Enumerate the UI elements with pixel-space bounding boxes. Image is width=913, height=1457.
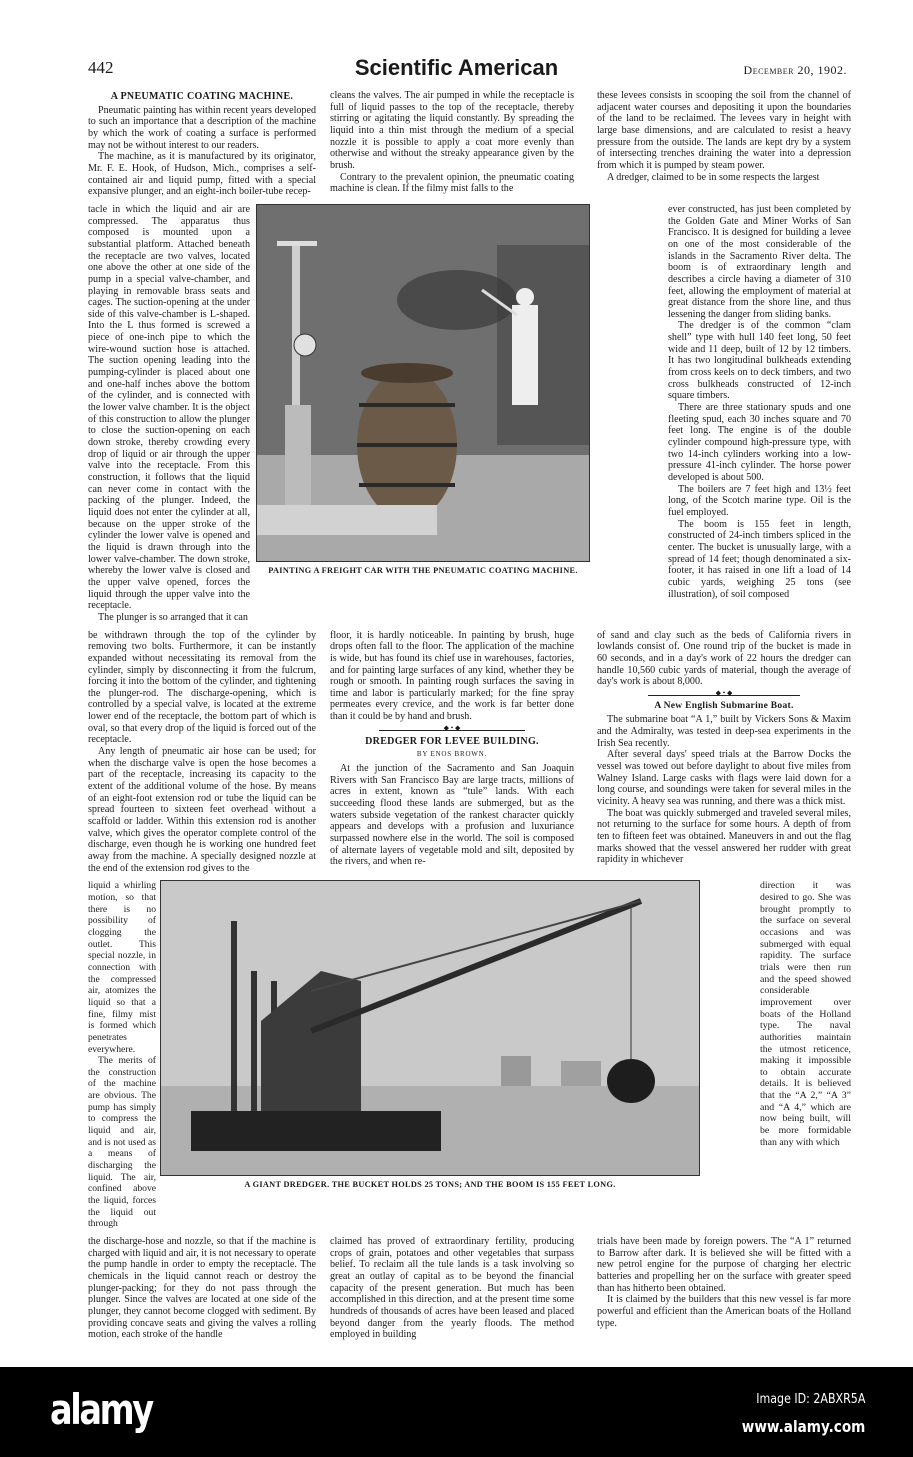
row-illustration-2 xyxy=(88,880,851,1230)
painting-freight-car-illustration xyxy=(256,204,590,562)
watermark-footer xyxy=(0,1367,913,1457)
row-bottom xyxy=(88,1236,851,1341)
article-title: DREDGER FOR LEVEE BUILDING. xyxy=(365,735,539,747)
paragraph: trials have been made by foreign powers. The “A 1” returned to Barrow after dark. It is believed she will be fitted with a new petrol engine for the purpose of charging her electric batteries and propelling her on the surface with greater speed than has hitherto been obtained. xyxy=(597,1236,851,1294)
paragraph: cleans the valves. The air pumped in while the receptacle is full of liquid passes to the top of the receptacle, thereby stirring or agitating the liquid constantly. By spreading the liquid into a thin mist through the medium of a special nozzle it is possible to apply a coat more evenly than otherwise and without the streaky appearance given by the brush. xyxy=(330,90,574,171)
paragraph: A dredger, claimed to be in some respects the largest xyxy=(607,171,820,183)
paragraph: tacle in which the liquid and air are compressed. The apparatus thus composed is mounted upon a substantial platform. Attached beneath the receptacle are two valves, located one above the other at one side of the pump in a special valve-chamber, and playing in removable brass seats and cages. The suction-opening at the under side of this valve-chamber is L-shaped. Into the L thus formed is screwed a piece of one-inch pipe to which the wire-wound suction hose is attached. The suction opening leading into the pumping-cylinder is placed about one and one-half inches above the bottom of the cylinder, and is connected with the lower valve chamber. It is the object of this construction to allow the plunger to close the suction-opening on each down stroke, thereby crowding every drop of liquid or air through the upper valve into the receptacle. From this construction, it follows that the liquid can never come in contact with the packing of the plunger. Indeed, the liquid does not enter the cylinder at all, because on the upper stroke of the cylinder the lower valve is opened and the liquid is drawn through into the lower valve-chamber. The down stroke, whereby the lower valve is closed and the upper valve opened, forces the liquid through the upper valve into the receptacle. xyxy=(88,203,250,612)
coating-article-intro xyxy=(88,90,316,198)
coating-article-narrow xyxy=(88,204,250,624)
paragraph: be withdrawn through the top of the cylinder by removing two bolts. Furthermore, it can be instantly expanded without necessitating its removal from the cylinder, simply by disconnecting it from the fulcrum, forcing it into the bottom of the cylinder, and tightening the plunger-rod. The discharge-opening, which is controlled by a special valve, is located at the extreme lower end of the receptacle, the bottom part of which is oval, so that every drop of the liquid is forced out of the receptacle. xyxy=(88,629,316,746)
image-id: Image ID: 2ABXR5A xyxy=(755,1391,865,1407)
paragraph: The boat was quickly submerged and traveled several miles, not returning to the surface for some hours. A depth of from ten to fifteen feet was obtained. Maneuvers in and out the flag marks showed that the vessel answered her rudder with great rapidity in whichever xyxy=(597,807,851,866)
paragraph: The dredger is of the common “clam shell” type with hull 140 feet long, 50 feet wide and 11 deep, built of 12 by 12 timbers. It has two longitudinal bulkheads extending from cross keels on to deck timbers, and two cross bulkheads constructed of 12-inch square timbers. xyxy=(668,320,851,402)
illustration-caption: PAINTING A FREIGHT CAR WITH THE PNEUMATIC COATING MACHINE. xyxy=(268,565,578,575)
dredger-article-narrow xyxy=(668,204,851,600)
paragraph: The boilers are 7 feet high and 13½ feet long, of the Scotch marine type. Oil is the fuel employed. xyxy=(668,483,851,518)
paragraph: Any length of pneumatic air hose can be used; for when the discharge valve is open the hose becomes a part of the receptacle, increasing its capacity to the extent of the additional volume of the hose. By means of an eight-foot extension rod or tube the liquid can be spread fourteen to sixteen feet overhead without a scaffold or ladder. Within this extension rod is another valve, which gives the operator complete control of the discharge, even though he is working one hundred feet away from the machine. A specially designed nozzle at the end of the extension rod gives to the xyxy=(88,746,316,874)
section-divider xyxy=(379,727,525,733)
row-top xyxy=(88,90,851,198)
issue-date: December 20, 1902. xyxy=(743,63,847,77)
illustration-1-figure xyxy=(256,204,590,576)
paragraph: Contrary to the prevalent opinion, the pneumatic coating machine is clean. If the filmy mist falls to the xyxy=(330,171,574,195)
row-illustration-1 xyxy=(88,204,851,624)
article-title: A PNEUMATIC COATING MACHINE. xyxy=(110,91,294,102)
paragraph: At the junction of the Sacramento and San Joaquin Rivers with San Francisco Bay are large tracts, millions of acres in extent, known as “tule” lands. With each succeeding flood these lands are submerged, but as the waters subside vegetation of the rankest character quickly appears and develops with a profusion and luxuriance surpassed nowhere else in the world. The soil is composed of alternate layers of vegetable mold and silt, deposited by the rivers, and when re- xyxy=(330,763,574,868)
coating-article-narrow-2 xyxy=(88,880,156,1230)
coating-article-body xyxy=(88,630,316,875)
paragraph: The boom is 155 feet in length, constructed of 24-inch timbers spliced in the center. The bucket is unusually large, with a spread of 14 feet; though denominated a six-footer, it has raised in one lift a load of 14 cubic yards, weighing 25 tons (see illustration), of soil composed xyxy=(668,518,851,600)
paragraph: the discharge-hose and nozzle, so that if the machine is charged with liquid and air, it is not necessary to operate the pump handle in order to empty the receptacle. The chemicals in the liquid cannot reach or destroy the plunger-packing; for they do not pass through the plunger. Since the valves are located at one side of the plunger, they cannot become clogged with sediment. By providing concave seats and giving the valves a rolling motion, each stroke of the handle xyxy=(88,1236,316,1341)
section-divider xyxy=(648,692,800,698)
dredger-article-start xyxy=(330,630,574,868)
paragraph: floor, it is hardly noticeable. In painting by brush, huge drops often fall to the floor. The application of the machine is wide, but has found its chief use in warehouses, factories, and for painting large surfaces of any kind, whether they be rough or smooth. In painting rough surfaces the saving in time and labor is particularly marked; for the fine spray permeates every crevice, and the work is far better done than it could be by hand and brush. xyxy=(330,629,574,723)
coating-article-end xyxy=(88,1236,316,1341)
paragraph: Pneumatic painting has within recent years developed to such an importance that a description of the machine by which the work of coating a surface is performed may not be without interest to our readers. xyxy=(88,104,316,151)
submarine-article-end xyxy=(597,1236,851,1329)
coating-article-col2 xyxy=(330,90,574,195)
byline: BY ENOS BROWN. xyxy=(416,750,488,759)
site-url: www.alamy.com xyxy=(741,1416,865,1436)
giant-dredger-illustration xyxy=(160,880,700,1176)
paragraph: The machine, as it is manufactured by its originator, Mr. F. E. Hook, of Hudson, Mich., comprises a self-contained air and liquid pump, fitted with a special expansive plunger, and an eight-inch boiler-tube recep- xyxy=(88,151,316,198)
paragraph: ever constructed, has just been completed by the Golden Gate and Miner Works of San Francisco. It is designed for building a levee on one of the most considerable of the islands in the Sacramento River delta. The boom is of extraordinary length and describes a circle having a diameter of 310 feet, allowing the employment of material at great distance from the shore line, and thus lessening the danger from sliding banks. xyxy=(668,203,851,320)
row-middle xyxy=(88,630,851,875)
dredger-article-col2-end xyxy=(330,1236,574,1341)
paragraph: The submarine boat “A 1,” built by Vickers Sons & Maxim and the Admiralty, was tested in deep-sea experiments in the Irish Sea recently. xyxy=(597,714,851,749)
paragraph: these levees consists in scooping the soil from the channel of adjacent water courses and depositing it upon the boundaries of the land to be reclaimed. The levees vary in height with large base dimensions, and are calculated to resist a heavy pressure from the outside. The lands are kept dry by a system of intersecting trenches draining the water into a depression from which it is pumped by steam power. xyxy=(597,90,851,171)
paragraph: After several days' speed trials at the Barrow Docks the vessel was towed out before daylight to about five miles from Walney Island. Large casks with flags were laid down for a long course, and soundings were taken for several miles in the vicinity. A heavy sea was running, and there was a thick mist. xyxy=(597,749,851,808)
article-title: A New English Submarine Boat. xyxy=(654,700,794,711)
alamy-logo: alamy xyxy=(50,1384,152,1434)
submarine-article-narrow xyxy=(760,880,851,1148)
masthead-title: Scientific American xyxy=(354,55,559,80)
paragraph: claimed has proved of extraordinary fertility, producing crops of grain, potatoes and other vegetables that surpass belief. To reclaim all the tule lands is a task involving so great an outlay of capital as to be beyond the financial capacity of the present generation. But much has been accomplished in this direction, and at the present time some hundreds of thousands of acres have been leased and placed beyond danger from the yearly floods. The method employed in building xyxy=(330,1236,574,1341)
paragraph: There are three stationary spuds and one fleeting spud, each 30 inches square and 70 feet long. The engine is of the double cylinder compound high-pressure type, with two 14-inch cylinders working into a low-pressure 41-inch cylinder. The horse power developed is about 500. xyxy=(668,402,851,483)
paragraph: of sand and clay such as the beds of California rivers in lowlands consist of. One round trip of the bucket is made in 60 seconds, and in a day's work of 22 hours the dredger can handle 10,560 cubic yards of material, though the average of day's work is about 8,000. xyxy=(597,629,851,688)
submarine-article xyxy=(597,630,851,866)
paragraph: It is claimed by the builders that this new vessel is far more powerful and efficient than the American boats of the Holland type. xyxy=(597,1294,851,1329)
page-number: 442 xyxy=(88,58,114,77)
paragraph: liquid a whirling motion, so that there is no possibility of clogging the outlet. This special nozzle, in connection with the compressed air, atomizes the liquid so that a fine, filmy mist is formed which penetrates everywhere. xyxy=(88,880,156,1055)
paragraph: The plunger is so arranged that it can xyxy=(98,611,248,623)
illustration-caption: A GIANT DREDGER. THE BUCKET HOLDS 25 TONS; AND THE BOOM IS 155 FEET LONG. xyxy=(244,1180,616,1190)
paragraph: The merits of the construction of the machine are obvious. The pump has simply to compress the liquid and air, and is not used as a means of discharging the liquid. The air, confined above the liquid, forces the liquid out through xyxy=(88,1055,156,1230)
dredger-article-col3 xyxy=(597,90,851,183)
paragraph: direction it was desired to go. She was brought promptly to the surface on several occasions and was submerged with equal rapidity. The surface trials were then run and the speed showed considerable improvement over boats of the Holland type. The naval authorities maintain the utmost reticence, making it impossible to obtain accurate details. It is believed that the “A 2,” “A 3” and “A 4,” which are now being built, will be more formidable than any with which xyxy=(760,880,851,1148)
illustration-2-figure xyxy=(160,880,700,1190)
